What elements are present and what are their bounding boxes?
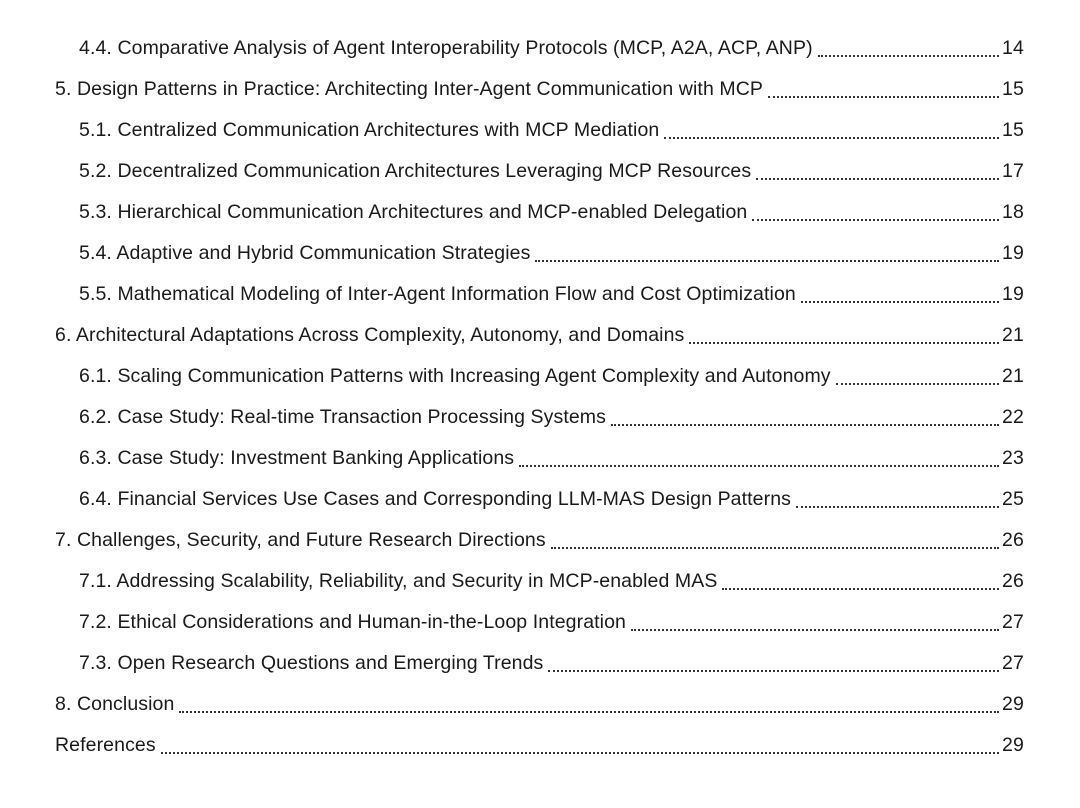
toc-entry[interactable] <box>0 28 1080 69</box>
toc-entry-page-number: 27 <box>1002 652 1024 674</box>
toc-entry-page-number: 22 <box>1002 406 1024 428</box>
dot-leader <box>535 240 999 262</box>
toc-entry-title: 8. Conclusion <box>55 693 175 715</box>
dot-leader <box>752 199 999 221</box>
toc-entry[interactable] <box>0 438 1080 479</box>
dot-leader <box>689 322 999 344</box>
toc-entry-title: 5.1. Centralized Communication Architectures with MCP Mediation <box>79 119 660 141</box>
toc-entry-page-number: 21 <box>1002 365 1024 387</box>
toc-entry[interactable] <box>0 274 1080 315</box>
dot-leader <box>836 363 999 385</box>
toc-entry[interactable] <box>0 643 1080 684</box>
toc-entry-page-number: 23 <box>1002 447 1024 469</box>
toc-entry-page-number: 19 <box>1002 242 1024 264</box>
toc-entry[interactable] <box>0 315 1080 356</box>
dot-leader <box>796 486 999 508</box>
toc-entry-title: 5.5. Mathematical Modeling of Inter-Agent Information Flow and Cost Optimization <box>79 283 796 305</box>
toc-entry-page-number: 14 <box>1002 37 1024 59</box>
toc-entry-page-number: 19 <box>1002 283 1024 305</box>
toc-entry[interactable] <box>0 725 1080 766</box>
toc-entry-page-number: 15 <box>1002 119 1024 141</box>
toc-entry-title: 6.3. Case Study: Investment Banking Applications <box>79 447 515 469</box>
toc-entry-title: 6.2. Case Study: Real-time Transaction Processing Systems <box>79 406 607 428</box>
toc-entry-title: 7. Challenges, Security, and Future Research Directions <box>55 529 546 551</box>
toc-entry-title: 7.1. Addressing Scalability, Reliability, and Security in MCP-enabled MAS <box>79 570 718 592</box>
toc-entry[interactable] <box>0 479 1080 520</box>
toc-entry[interactable] <box>0 151 1080 192</box>
toc-entry-page-number: 17 <box>1002 160 1024 182</box>
toc-entry-title: 7.2. Ethical Considerations and Human-in-the-Loop Integration <box>79 611 627 633</box>
toc-entry-page-number: 18 <box>1002 201 1024 223</box>
toc-entry[interactable] <box>0 602 1080 643</box>
table-of-contents <box>0 28 1080 766</box>
toc-entry-page-number: 15 <box>1002 78 1024 100</box>
toc-entry-title: 5.3. Hierarchical Communication Architectures and MCP-enabled Delegation <box>79 201 748 223</box>
toc-entry-title: 5. Design Patterns in Practice: Architecting Inter-Agent Communication with MCP <box>55 78 764 100</box>
toc-entry[interactable] <box>0 520 1080 561</box>
dot-leader <box>664 117 999 139</box>
dot-leader <box>179 691 999 713</box>
toc-entry[interactable] <box>0 233 1080 274</box>
toc-entry-title: 6.1. Scaling Communication Patterns with Increasing Agent Complexity and Autonomy <box>79 365 831 387</box>
toc-entry-page-number: 29 <box>1002 734 1024 756</box>
toc-entry[interactable] <box>0 110 1080 151</box>
toc-entry[interactable] <box>0 192 1080 233</box>
toc-entry-title: 6. Architectural Adaptations Across Complexity, Autonomy, and Domains <box>55 324 685 346</box>
dot-leader <box>768 76 999 98</box>
toc-entry-page-number: 27 <box>1002 611 1024 633</box>
toc-entry-title: 4.4. Comparative Analysis of Agent Interoperability Protocols (MCP, A2A, ACP, ANP) <box>79 37 813 59</box>
toc-entry-page-number: 29 <box>1002 693 1024 715</box>
toc-entry-title: 5.2. Decentralized Communication Architectures Leveraging MCP Resources <box>79 160 752 182</box>
toc-entry[interactable] <box>0 397 1080 438</box>
toc-entry[interactable] <box>0 561 1080 602</box>
toc-entry-title: References <box>55 734 156 756</box>
toc-entry-title: 7.3. Open Research Questions and Emerging Trends <box>79 652 544 674</box>
toc-entry[interactable] <box>0 69 1080 110</box>
dot-leader <box>722 568 999 590</box>
dot-leader <box>551 527 999 549</box>
toc-entry-page-number: 21 <box>1002 324 1024 346</box>
dot-leader <box>818 35 999 57</box>
dot-leader <box>161 732 999 754</box>
toc-entry[interactable] <box>0 356 1080 397</box>
toc-entry[interactable] <box>0 684 1080 725</box>
toc-entry-page-number: 25 <box>1002 488 1024 510</box>
toc-entry-title: 6.4. Financial Services Use Cases and Corresponding LLM-MAS Design Patterns <box>79 488 791 510</box>
toc-entry-page-number: 26 <box>1002 529 1024 551</box>
dot-leader <box>519 445 999 467</box>
toc-entry-page-number: 26 <box>1002 570 1024 592</box>
dot-leader <box>611 404 999 426</box>
toc-entry-title: 5.4. Adaptive and Hybrid Communication Strategies <box>79 242 531 264</box>
dot-leader <box>801 281 999 303</box>
dot-leader <box>756 158 999 180</box>
dot-leader <box>631 609 999 631</box>
dot-leader <box>548 650 999 672</box>
